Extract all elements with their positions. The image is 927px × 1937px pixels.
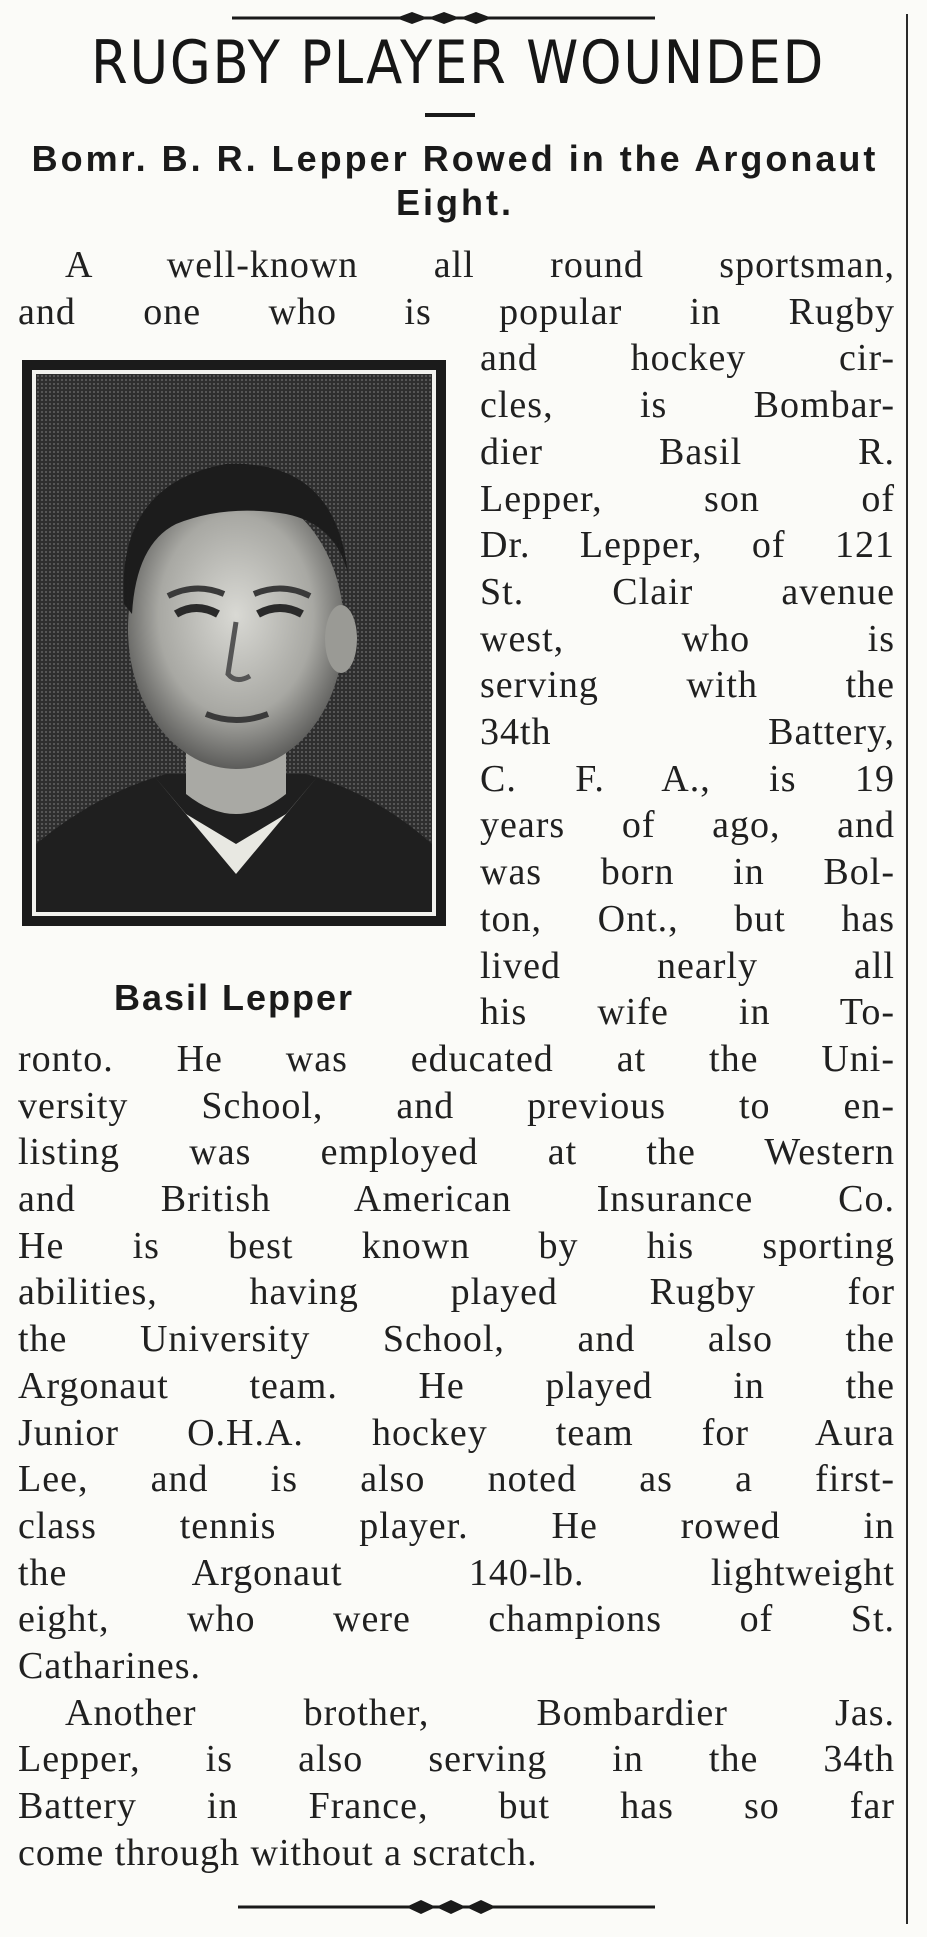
article-line: the University School, and also the — [18, 1318, 895, 1361]
article-line: Junior O.H.A. hockey team for Aura — [18, 1411, 895, 1454]
headline-divider — [425, 113, 475, 117]
article-line: Battery in France, but has so far — [18, 1785, 895, 1828]
article-line: listing was employed at the Western — [18, 1131, 895, 1174]
article-line: C. F. A., is 19 — [480, 757, 895, 800]
article-line: and hockey cir- — [480, 337, 895, 380]
article-line: He is best known by his sporting — [18, 1224, 895, 1267]
subheadline: Bomr. B. R. Lepper Rowed in the Argonaut Eight. — [31, 138, 879, 223]
article-line: years of ago, and — [480, 804, 895, 847]
article-line: 34th Battery, — [480, 711, 895, 753]
article-line: west, who is — [480, 617, 895, 660]
article-line: Lepper, is also serving in the 34th — [18, 1738, 895, 1781]
article-line: Dr. Lepper, of 121 — [480, 524, 895, 567]
article-line: A well-known all round sportsman, — [65, 244, 895, 286]
article-line: and British American Insurance Co. — [18, 1178, 895, 1220]
portrait-photo — [22, 360, 446, 926]
article-line: his wife in To- — [480, 991, 895, 1034]
article-line: class tennis player. He rowed in — [18, 1504, 895, 1547]
article-line: Catharines. — [18, 1645, 202, 1687]
article-line: Lee, and is also noted as a first- — [18, 1458, 895, 1501]
article-line: was born in Bol- — [480, 851, 895, 894]
article-line: serving with the — [480, 664, 895, 707]
column-rule — [906, 14, 908, 1924]
headline: RUGBY PLAYER WOUNDED — [91, 28, 825, 98]
article-line: dier Basil R. — [480, 430, 895, 473]
article-line: St. Clair avenue — [480, 570, 895, 613]
article-line: ronto. He was educated at the Uni- — [18, 1037, 895, 1080]
article-line: versity School, and previous to en- — [18, 1084, 895, 1127]
photo-caption: Basil Lepper — [113, 977, 355, 1018]
article-line: Lepper, son of — [480, 477, 895, 520]
article-line: come through without a scratch. — [18, 1831, 538, 1874]
article-line: and one who is popular in Rugby — [18, 290, 895, 333]
bottom-ornament-rule — [0, 1892, 927, 1922]
article-line: lived nearly all — [480, 944, 895, 987]
article-line: abilities, having played Rugby for — [18, 1271, 895, 1314]
article-line: the Argonaut 140-lb. lightweight — [18, 1551, 895, 1594]
article-line: eight, who were champions of St. — [18, 1598, 895, 1641]
article-line: Argonaut team. He played in the — [18, 1364, 895, 1407]
article-line: cles, is Bombar- — [480, 384, 895, 427]
article-line: Another brother, Bombardier Jas. — [65, 1691, 895, 1734]
article-line: ton, Ont., but has — [480, 897, 895, 940]
